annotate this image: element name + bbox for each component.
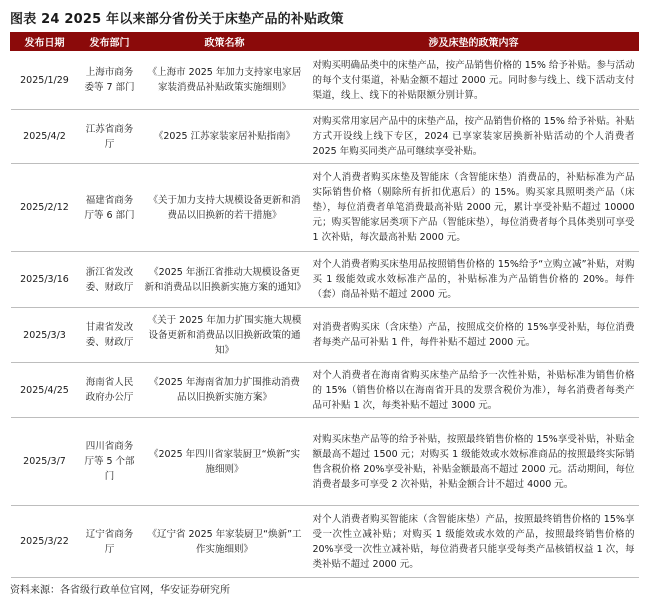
table-row: [11, 164, 639, 252]
policy-table: [10, 32, 639, 578]
row-dept: 甘肃省发改委、财政厅: [79, 308, 141, 363]
row-policy-content: 对个人消费者在海南省购买床垫产品给予一次性补贴，补贴标准为销售价格的 15%（销售价格以在海南省开具的发票含税价为准），每名消费者每类产品可补贴 1 次，每类补贴不超过 3000 元。: [309, 363, 639, 418]
row-date: 2025/3/7: [11, 418, 79, 506]
row-dept: 上海市商务委等 7 部门: [79, 51, 141, 110]
table-row: [11, 418, 639, 506]
row-date: 2025/3/16: [11, 252, 79, 308]
row-policy-name: 《上海市 2025 年加力支持家电家居家装消费品补贴政策实施细则》: [141, 51, 309, 110]
table-row: [11, 110, 639, 164]
source-note: 资料来源：各省级行政单位官网，华安证券研究所: [10, 585, 230, 596]
table-row: [11, 252, 639, 308]
row-dept: 四川省商务厅等 5 个部门: [79, 418, 141, 506]
row-dept: 浙江省发改委、财政厅: [79, 252, 141, 308]
row-policy-content: 对个人消费者购买智能床（含智能床垫）产品，按照最终销售价格的 15%享受一次性立减补贴；对购买 1 级能效或水效的产品，按照最终销售价格的 20%享受一次性立减补贴，每位消费者只能享受每类产品核销权益 1 次，每类补贴不超过 2000 元。: [309, 506, 639, 578]
header-dept: 发布部门: [79, 33, 141, 51]
document-title: 图表 24 2025 年以来部分省份关于床垫产品的补贴政策: [10, 12, 344, 27]
row-date: 2025/3/22: [11, 506, 79, 578]
table-header-row: [11, 33, 639, 51]
header-date: 发布日期: [11, 33, 79, 51]
row-policy-content: 对消费者购买床（含床垫）产品，按照成交价格的 15%享受补贴，每位消费者每类产品可补贴 1 件，每件补贴不超过 2000 元。: [309, 308, 639, 363]
row-policy-content: 对购买常用家居产品中的床垫产品，按产品销售价格的 15% 给予补贴。补贴方式开设线上线下专区，2024 已享家装家居换新补贴活动的个人消费者 2025 年购买同类产品可继续享受补贴。: [309, 110, 639, 164]
row-policy-name: 《关于加力支持大规模设备更新和消费品以旧换新的若干措施》: [141, 164, 309, 252]
row-dept: 福建省商务厅等 6 部门: [79, 164, 141, 252]
row-policy-name: 《2025 年海南省加力扩围推动消费品以旧换新实施方案》: [141, 363, 309, 418]
table-row: [11, 51, 639, 110]
row-policy-name: 《关于 2025 年加力扩围实施大规模设备更新和消费品以旧换新政策的通知》: [141, 308, 309, 363]
row-dept: 江苏省商务厅: [79, 110, 141, 164]
header-policy-content: 涉及床垫的政策内容: [309, 33, 639, 51]
row-policy-content: 对个人消费者购买床垫用品按照销售价格的 15%给予“立购立减”补贴，对购买 1 级能效或水效标准产品的，补贴标准为产品销售价格的 20%。每件（套）商品补贴不超过 2000 元。: [309, 252, 639, 308]
row-date: 2025/4/2: [11, 110, 79, 164]
policy-table-container: [10, 32, 638, 578]
row-policy-name: 《2025 年浙江省推动大规模设备更新和消费品以旧换新实施方案的通知》: [141, 252, 309, 308]
row-dept: 海南省人民政府办公厅: [79, 363, 141, 418]
header-policy-name: 政策名称: [141, 33, 309, 51]
row-policy-content: 对购买明确品类中的床垫产品，按产品销售价格的 15% 给予补贴。参与活动的每个支付渠道，补贴金额不超过 2000 元。同时参与线上、线下活动支付渠道，线上、线下的补贴限额分别计算。: [309, 51, 639, 110]
row-date: 2025/2/12: [11, 164, 79, 252]
row-dept: 辽宁省商务厅: [79, 506, 141, 578]
row-date: 2025/4/25: [11, 363, 79, 418]
row-policy-content: 对购买床垫产品等的给予补贴，按照最终销售价格的 15%享受补贴，补贴金额最高不超过 1500 元；对购买 1 级能效或水效标准商品的按照最终实际销售含税价格 20%享受补贴，补贴金额最高不超过 2000 元。活动期间，每位消费者最多可享受 2 次补贴，补贴金额合计不超过 4000 元。: [309, 418, 639, 506]
row-policy-name: 《2025 年四川省家装厨卫“焕新”实施细则》: [141, 418, 309, 506]
row-policy-content: 对个人消费者购买床垫及智能床（含智能床垫）消费品的，补贴标准为产品实际销售价格（剔除所有折扣优惠后）的 15%。购买家具照明类产品（床垫），每位消费者单笔消费最高补贴 2000 元，累计享受补贴不超过 10000 元；购买智能家居类项下产品（智能床垫），每位消费者每个具体类别可享受 1 次补贴，每次最高补贴 2000 元。: [309, 164, 639, 252]
table-row: [11, 506, 639, 578]
row-policy-name: 《2025 江苏家装家居补贴指南》: [141, 110, 309, 164]
table-row: [11, 308, 639, 363]
table-row: [11, 363, 639, 418]
row-date: 2025/1/29: [11, 51, 79, 110]
row-policy-name: 《辽宁省 2025 年家装厨卫“焕新”工作实施细则》: [141, 506, 309, 578]
row-date: 2025/3/3: [11, 308, 79, 363]
